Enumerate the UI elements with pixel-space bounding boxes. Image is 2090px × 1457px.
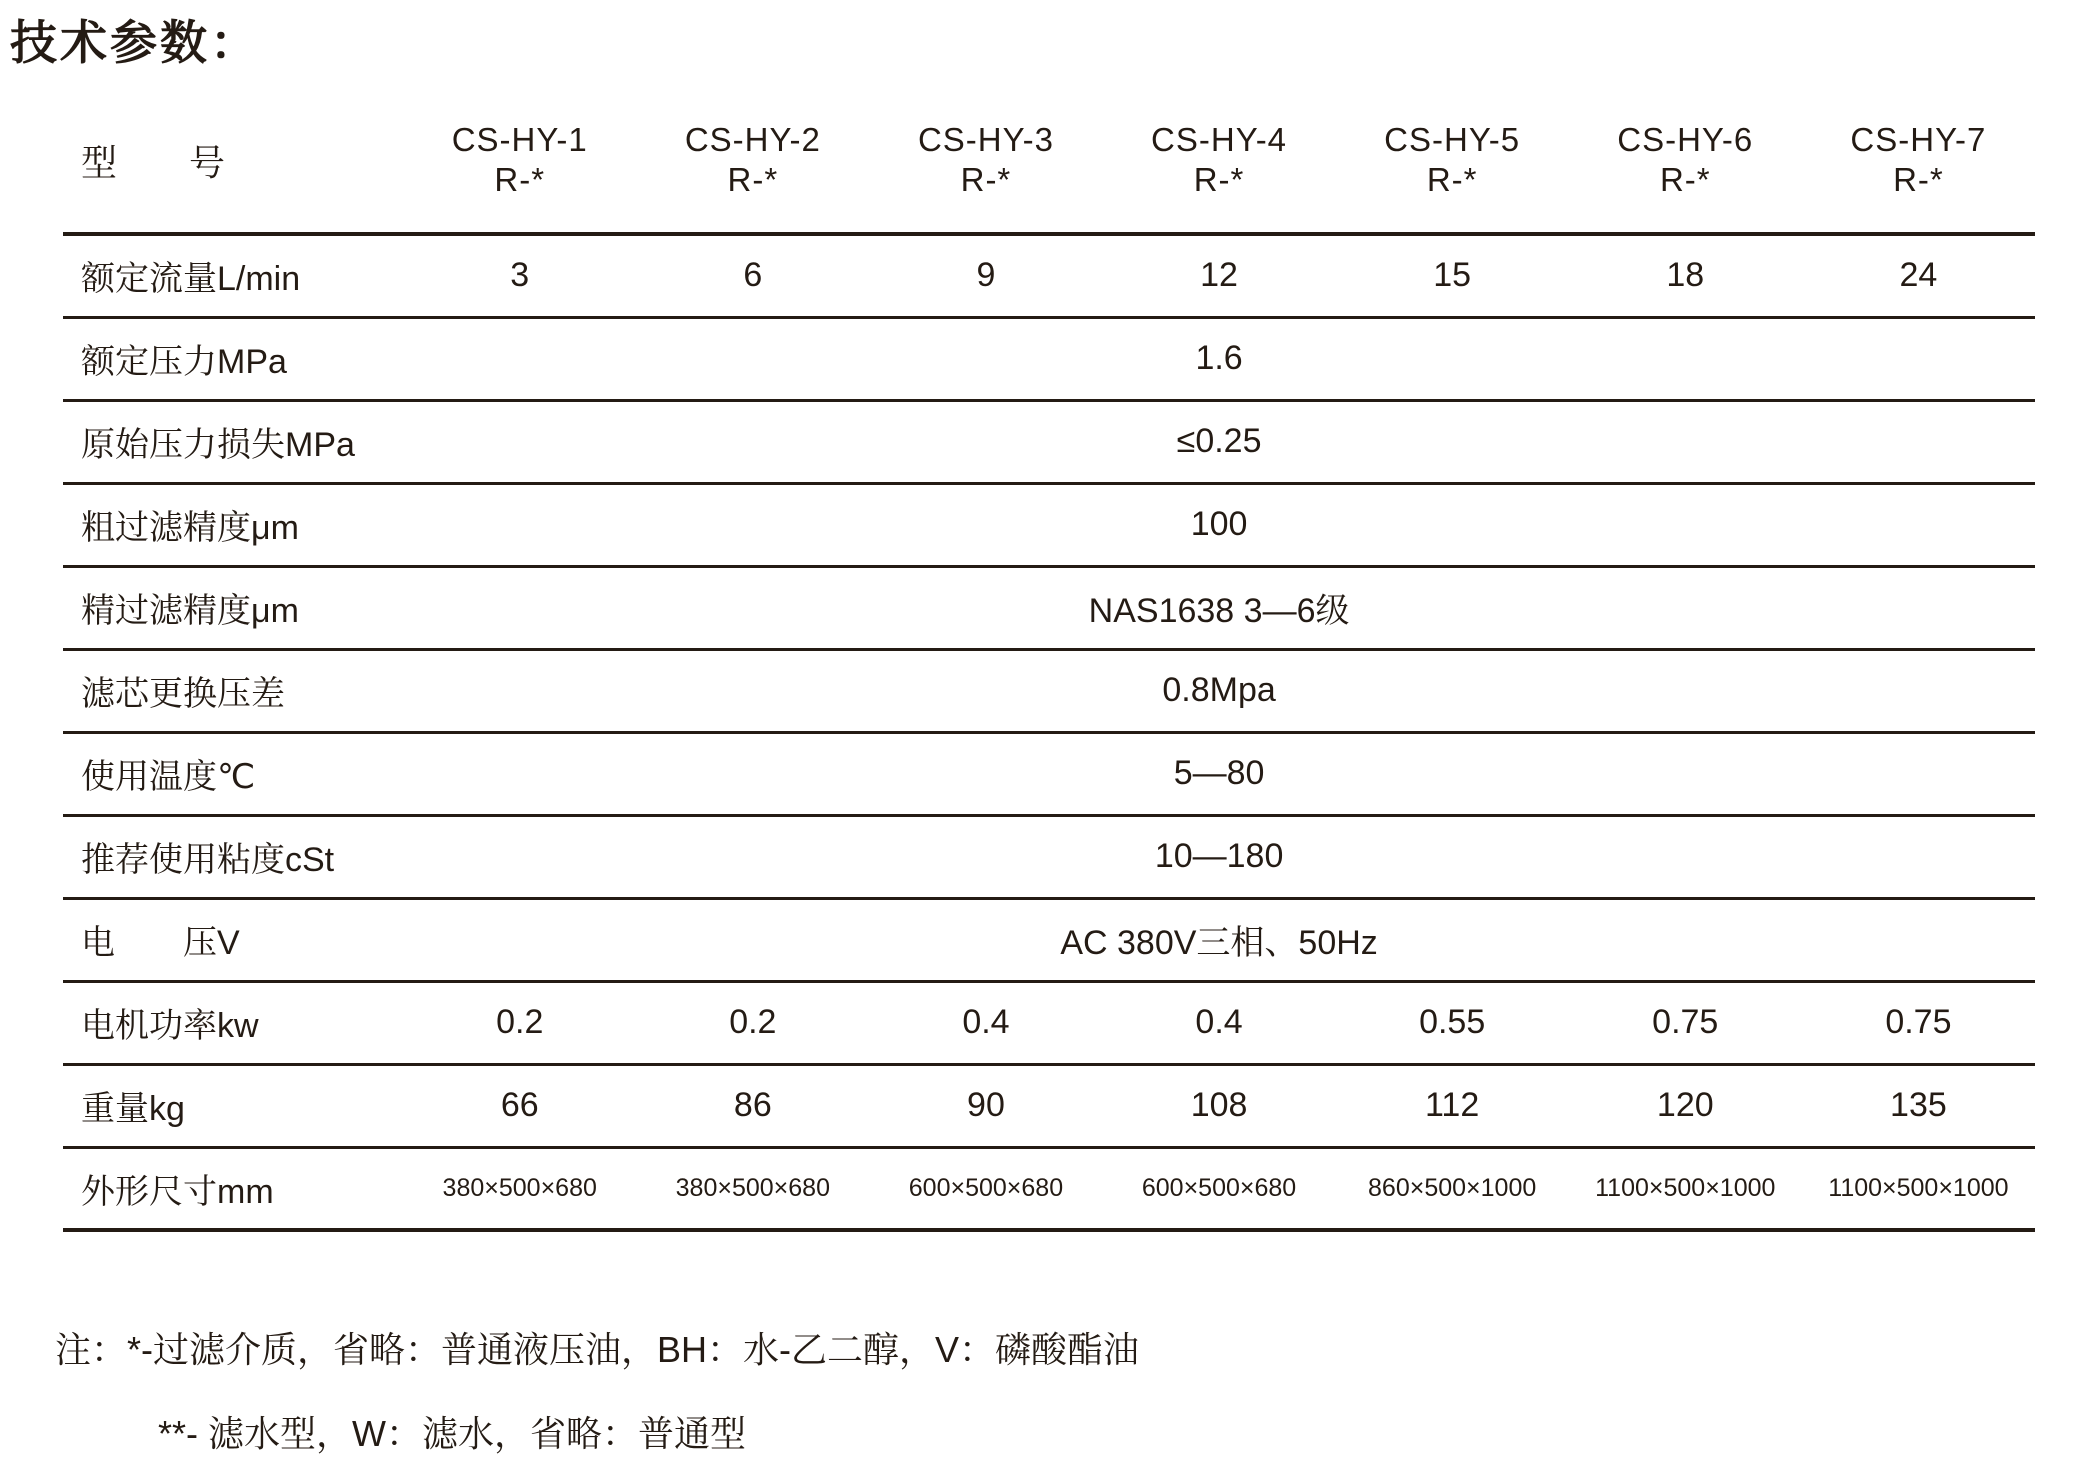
row-label: 额定流量L/min xyxy=(81,260,301,299)
model-name: CS-HY-5 xyxy=(1384,121,1521,159)
table-row-voltage xyxy=(63,898,2035,981)
column-header xyxy=(403,88,636,234)
cell-span-value: NAS1638 3—6级 xyxy=(1088,592,1350,630)
column-header xyxy=(1802,88,2035,234)
table-row-dimensions xyxy=(63,1147,2035,1230)
spec-table xyxy=(63,88,2035,1232)
model-name: CS-HY-7 xyxy=(1850,121,1987,159)
row-label: 电机功率kw xyxy=(81,1007,259,1045)
table-row-rated-flow xyxy=(63,234,2035,317)
table-row-weight xyxy=(63,1064,2035,1147)
cell-value: 112 xyxy=(1425,1086,1480,1124)
table-row-motor-power xyxy=(63,981,2035,1064)
cell-value: 0.4 xyxy=(962,1003,1010,1041)
note-filter-media: 注：*-过滤介质，省略：普通液压油，BH：水-乙二醇，V：磷酸酯油 xyxy=(55,1329,1140,1370)
cell-value: 0.75 xyxy=(1652,1003,1719,1041)
cell-span-value: 0.8Mpa xyxy=(1162,671,1276,709)
cell-value: 15 xyxy=(1433,256,1472,295)
table-row-initial-pressure-loss xyxy=(63,400,2035,483)
cell-value: 0.55 xyxy=(1419,1003,1486,1041)
cell-value: 66 xyxy=(500,1086,539,1124)
cell-value: 1100×500×1000 xyxy=(1595,1173,1776,1202)
page-title: 技术参数： xyxy=(10,16,260,69)
cell-span-value: ≤0.25 xyxy=(1176,422,1262,460)
model-variant: R-* xyxy=(1659,161,1711,198)
cell-value: 120 xyxy=(1656,1086,1714,1124)
model-variant: R-* xyxy=(1193,161,1245,198)
cell-value: 600×500×680 xyxy=(908,1173,1064,1202)
table-row-rated-pressure xyxy=(63,317,2035,400)
row-label: 电 压V xyxy=(81,924,240,962)
row-label: 原始压力损失MPa xyxy=(81,426,355,464)
cell-span-value: 10—180 xyxy=(1154,837,1284,875)
model-name: CS-HY-6 xyxy=(1617,121,1754,159)
model-variant: R-* xyxy=(1893,161,1944,198)
column-header xyxy=(1103,88,1336,234)
cell-span-value: AC 380V三相、50Hz xyxy=(1060,924,1378,962)
cell-value: 0.75 xyxy=(1885,1003,1952,1041)
model-name: CS-HY-3 xyxy=(917,121,1054,159)
note-water-filter-type: **- 滤水型，W：滤水，省略：普通型 xyxy=(158,1413,746,1454)
cell-value: 3 xyxy=(510,256,530,295)
cell-value: 135 xyxy=(1890,1086,1947,1124)
row-label: 滤芯更换压差 xyxy=(81,675,285,713)
cell-value: 600×500×680 xyxy=(1141,1173,1297,1202)
cell-value: 380×500×680 xyxy=(442,1173,597,1202)
table-row-fine-filtration xyxy=(63,566,2035,649)
cell-value: 90 xyxy=(967,1086,1005,1124)
model-name: CS-HY-2 xyxy=(684,121,821,159)
column-header xyxy=(869,88,1102,234)
row-label: 粗过滤精度μm xyxy=(81,509,299,547)
cell-span-value: 5—80 xyxy=(1173,754,1265,792)
model-variant: R-* xyxy=(727,161,779,198)
cell-value: 18 xyxy=(1666,256,1705,295)
cell-value: 108 xyxy=(1190,1086,1248,1124)
cell-value: 24 xyxy=(1899,256,1938,295)
model-name: CS-HY-1 xyxy=(451,121,588,159)
row-label: 外形尺寸mm xyxy=(81,1172,274,1211)
column-header xyxy=(1336,88,1569,234)
row-label: 推荐使用粘度cSt xyxy=(81,841,335,879)
model-variant: R-* xyxy=(960,161,1012,198)
row-label: 额定压力MPa xyxy=(81,343,287,381)
cell-value: 0.2 xyxy=(496,1003,544,1041)
cell-value: 0.4 xyxy=(1195,1003,1243,1041)
column-header xyxy=(1569,88,1802,234)
row-label: 重量kg xyxy=(81,1090,185,1128)
row-label: 精过滤精度μm xyxy=(81,592,299,630)
cell-span-value: 100 xyxy=(1190,505,1248,543)
cell-value: 6 xyxy=(743,256,763,295)
table-row-coarse-filtration xyxy=(63,483,2035,566)
row-label: 使用温度℃ xyxy=(81,758,256,796)
cell-value: 0.2 xyxy=(729,1003,777,1041)
cell-value: 860×500×1000 xyxy=(1368,1173,1537,1202)
model-variant: R-* xyxy=(1426,161,1478,198)
cell-value: 9 xyxy=(976,256,996,295)
model-name: CS-HY-4 xyxy=(1151,121,1288,159)
header-row xyxy=(63,88,2035,234)
table-row-element-replacement-pressure xyxy=(63,649,2035,732)
cell-value: 86 xyxy=(733,1086,772,1124)
model-variant: R-* xyxy=(494,161,546,198)
column-header xyxy=(636,88,869,234)
model-header-cell: 型 号 xyxy=(81,141,226,183)
cell-value: 12 xyxy=(1200,256,1238,295)
cell-span-value: 1.6 xyxy=(1195,339,1243,377)
cell-value: 380×500×680 xyxy=(675,1173,830,1202)
table-row-recommended-viscosity xyxy=(63,815,2035,898)
table-row-operating-temperature xyxy=(63,732,2035,815)
cell-value: 1100×500×1000 xyxy=(1828,1173,2009,1202)
